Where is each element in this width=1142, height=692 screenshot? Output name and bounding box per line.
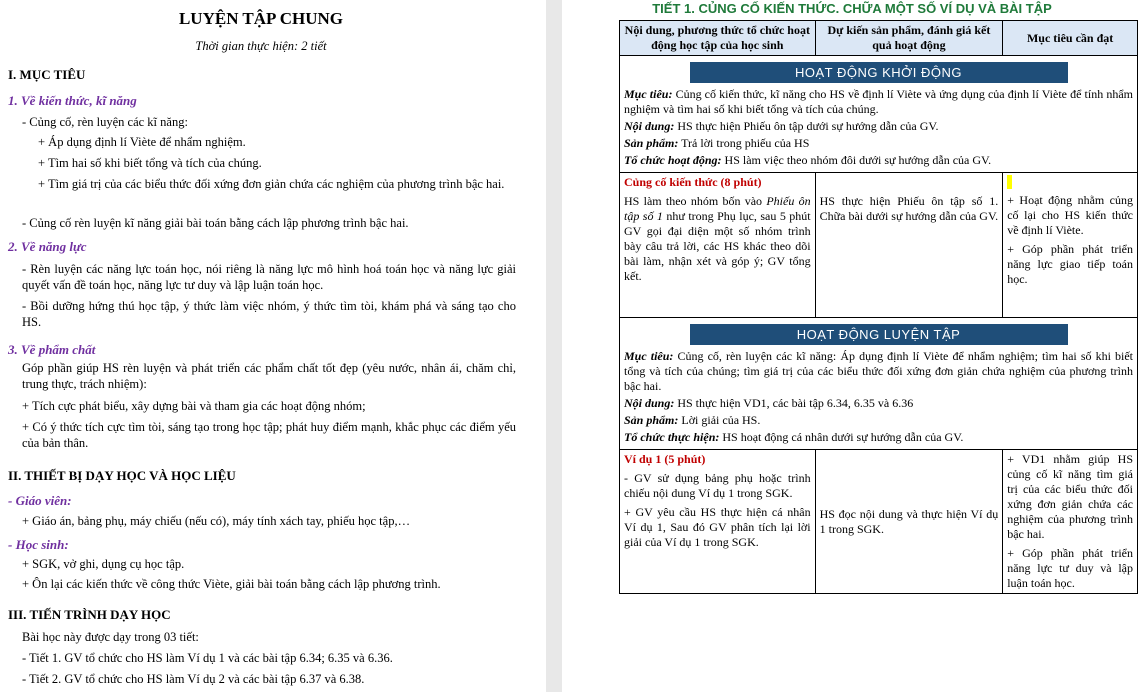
product-text: Trả lời trong phiếu của HS — [678, 136, 810, 150]
section-objectives: I. MỤC TIÊU — [8, 67, 86, 82]
highlight-marker — [1007, 175, 1012, 189]
student-line: + SGK, vở ghi, dụng cụ học tập. — [22, 557, 185, 571]
knowledge-line: + Tìm hai số khi biết tổng và tích của chúng. — [38, 156, 262, 170]
content-text: HS thực hiện VD1, các bài tập 6.34, 6.35 và 6.36 — [674, 396, 914, 410]
knowledge-line: + Áp dụng định lí Viète để nhẩm nghiệm. — [38, 135, 246, 149]
organization-text: HS làm việc theo nhóm đôi dưới sự hướng dẫn của GV. — [721, 153, 992, 167]
warmup-banner: HOẠT ĐỘNG KHỞI ĐỘNG — [690, 62, 1068, 83]
product-text: HS thực hiện Phiếu ôn tập số 1. Chữa bài dưới sự hướng dẫn của GV. — [819, 194, 999, 223]
subsection-student: - Học sinh: — [8, 537, 69, 552]
activity-title: Ví dụ 1 (5 phút) — [624, 452, 706, 466]
competence-line: - Rèn luyện các năng lực toán học, nói riêng là năng lực mô hình hoá toán học và năng lực giải quyết vấn đề toán học, năng lực tư duy và lập luận toán học. — [22, 262, 516, 292]
lesson-duration: Thời gian thực hiện: 2 tiết — [195, 39, 327, 53]
product-label: Sản phẩm: — [624, 413, 679, 427]
table-header-row — [620, 21, 1138, 56]
knowledge-line: - Củng cố rèn luyện kĩ năng giải bài toán bằng cách lập phương trình bậc hai. — [22, 216, 409, 230]
column-header: Nội dung, phương thức tổ chức hoạt động học tập của học sinh — [620, 21, 816, 56]
process-line: - Tiết 2. GV tổ chức cho HS làm Ví dụ 2 và các bài tập 6.37 và 6.38. — [22, 672, 365, 686]
knowledge-line: + Tìm giá trị của các biểu thức đối xứng đơn giản chứa các nghiệm của phương trình bậc hai. — [38, 177, 505, 191]
goal-text: + Góp phần phát triển năng lực tư duy và lập luận toán học. — [1007, 546, 1133, 590]
right-page — [562, 0, 1142, 692]
objective-label: Mục tiêu: — [624, 87, 673, 101]
subsection-teacher: - Giáo viên: — [8, 493, 72, 508]
lesson-plan-table — [619, 20, 1138, 594]
organization-label: Tổ chức thực hiện: — [624, 430, 720, 444]
organization-text: HS hoạt động cá nhân dưới sự hướng dẫn của GV. — [719, 430, 964, 444]
column-header: Dự kiến sản phẩm, đánh giá kết quả hoạt động — [815, 21, 1003, 56]
practice-block — [620, 318, 1138, 450]
content-label: Nội dung: — [624, 396, 675, 410]
goal-text: + Góp phần phát triển năng lực giao tiếp toán học. — [1007, 242, 1133, 286]
column-header: Mục tiêu cần đạt — [1003, 21, 1138, 56]
activity-text: như trong Phụ lục, sau 5 phút GV gọi đại diện một số nhóm trình bày câu trả lời, các HS khác theo dõi bài làm, nhận xét và góp ý; GV tổng kết. — [624, 209, 811, 283]
objective-label: Mục tiêu: — [624, 349, 674, 363]
activity-cell — [620, 450, 816, 594]
content-label: Nội dung: — [624, 119, 675, 133]
goal-cell — [1003, 450, 1138, 594]
goal-text: + Hoạt động nhằm củng cố lại cho HS kiến thức về định lí Viète. — [1007, 193, 1133, 237]
activity-cell — [620, 173, 816, 318]
goal-cell — [1003, 173, 1138, 318]
competence-line: - Bồi dưỡng hứng thú học tập, ý thức làm việc nhóm, ý thức tìm tòi, khám phá và sáng tạo cho HS. — [22, 299, 516, 329]
worksheet-name: Phiếu ôn tập số 1 — [624, 194, 811, 223]
knowledge-line: - Củng cố, rèn luyện các kĩ năng: — [22, 115, 188, 129]
table-row — [620, 318, 1138, 450]
goal-text: + VD1 nhằm giúp HS củng cố kĩ năng tìm giá trị của các biểu thức đối xứng đơn giản chứa các nghiệm của phương trình bậc hai. — [1007, 452, 1133, 541]
activity-text: - GV sử dụng bảng phụ hoặc trình chiếu nội dung Ví dụ 1 trong SGK. — [624, 471, 811, 500]
activity-text: HS làm theo nhóm bốn vào — [624, 194, 767, 208]
table-row — [620, 450, 1138, 594]
process-line: Bài học này được dạy trong 03 tiết: — [22, 630, 199, 644]
lesson-title: LUYỆN TẬP CHUNG — [178, 9, 344, 28]
left-page — [0, 0, 546, 692]
student-line: + Ôn lại các kiến thức về công thức Viète, giải bài toán bằng cách lập phương trình. — [22, 577, 441, 591]
period-heading: TIẾT 1. CỦNG CỐ KIẾN THỨC. CHỮA MỘT SỐ VÍ DỤ VÀ BÀI TẬP — [652, 1, 1052, 16]
activity-text: + GV yêu cầu HS thực hiện cá nhân Ví dụ 1, Sau đó GV phân tích lại lời giải của Ví dụ 1 trong SGK. — [624, 505, 811, 549]
qualities-line: + Tích cực phát biểu, xây dựng bài và tham gia các hoạt động nhóm; — [22, 399, 366, 413]
table-row — [620, 173, 1138, 318]
subsection-qualities: 3. Về phẩm chất — [8, 342, 96, 357]
warmup-block — [620, 56, 1138, 173]
process-line: - Tiết 1. GV tổ chức cho HS làm Ví dụ 1 và các bài tập 6.34; 6.35 và 6.36. — [22, 651, 393, 665]
product-cell — [815, 173, 1003, 318]
product-label: Sản phẩm: — [624, 136, 679, 150]
objective-text: Củng cố, rèn luyện các kĩ năng: Áp dụng định lí Viète để nhẩm nghiệm; tìm hai số khi biết tổng và tích của chúng; tìm giá trị của các biểu thức đối xứng đơn giản chứa nghiệm của phương trình bậc hai. — [624, 349, 1133, 393]
section-equipment: II. THIẾT BỊ DẠY HỌC VÀ HỌC LIỆU — [8, 468, 236, 483]
teacher-line: + Giáo án, bảng phụ, máy chiếu (nếu có), máy tính xách tay, phiếu học tập,… — [22, 514, 411, 528]
section-process: III. TIẾN TRÌNH DẠY HỌC — [8, 607, 171, 622]
product-cell — [815, 450, 1003, 594]
practice-banner: HOẠT ĐỘNG LUYỆN TẬP — [690, 324, 1068, 345]
content-text: HS thực hiện Phiếu ôn tập dưới sự hướng dẫn của GV. — [674, 119, 939, 133]
qualities-line: + Có ý thức tích cực tìm tòi, sáng tạo trong học tập; phát huy điểm mạnh, khắc phục các điểm yếu của bản thân. — [22, 420, 516, 450]
objective-text: Củng cố kiến thức, kĩ năng cho HS về định lí Viète và ứng dụng của định lí Viète để tính nhẩm nghiệm và tìm hai số khi biết tổng và tích của chúng. — [624, 87, 1133, 116]
organization-label: Tổ chức hoạt động: — [624, 153, 722, 167]
product-text: Lời giải của HS. — [678, 413, 761, 427]
table-row — [620, 56, 1138, 173]
product-text: HS đọc nội dung và thực hiện Ví dụ 1 trong SGK. — [819, 506, 999, 536]
subsection-knowledge: 1. Về kiến thức, kĩ năng — [8, 93, 137, 108]
qualities-line: Góp phần giúp HS rèn luyện và phát triển các phẩm chất tốt đẹp (yêu nước, nhân ái, chăm chỉ, trung thực, trách nhiệm): — [22, 361, 516, 391]
activity-title: Củng cố kiến thức (8 phút) — [624, 175, 762, 189]
subsection-competence: 2. Về năng lực — [8, 239, 87, 254]
